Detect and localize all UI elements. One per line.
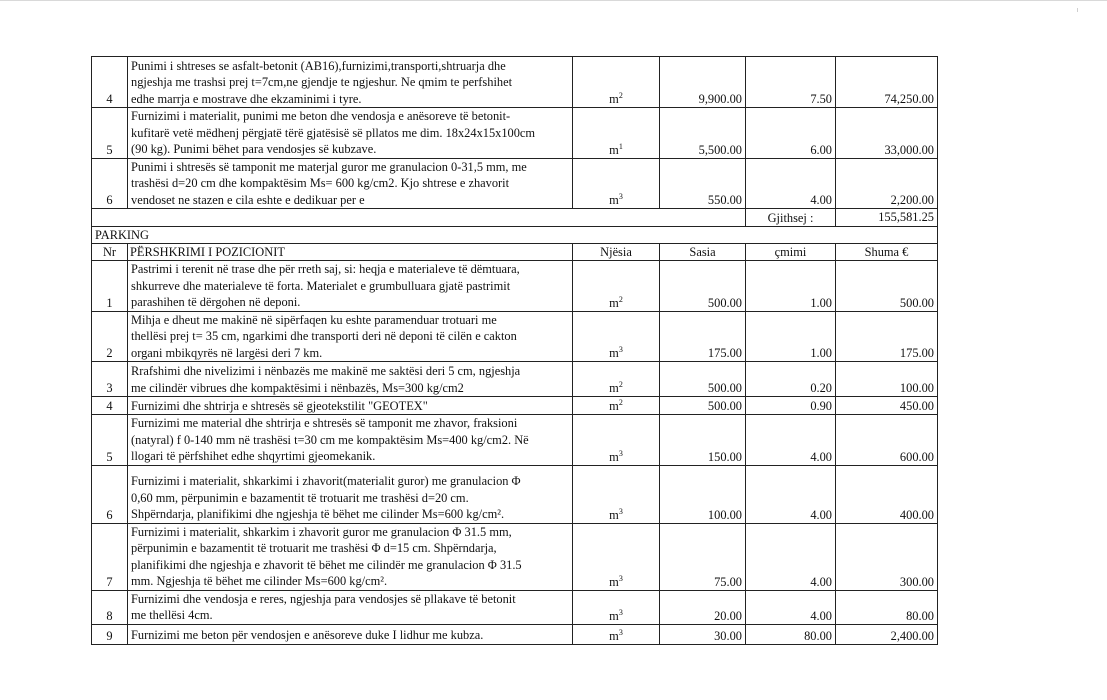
description-line: Rrafshimi dhe nivelizimi i nënbazës me makinë me saktësi deri 5 cm, ngjeshja	[131, 364, 521, 378]
unit-base: m	[609, 381, 619, 395]
item-quantity: 5,500.00	[660, 108, 746, 159]
table-row	[92, 523, 938, 590]
item-unit	[573, 362, 660, 397]
description-line: Punimi i shtreses se asfalt-betonit (AB16),furnizimi,transporti,shtruarja dhe	[131, 58, 506, 73]
unit-base: m	[609, 628, 619, 643]
section-row	[92, 227, 938, 244]
item-total: 100.00	[836, 362, 938, 397]
item-unit	[573, 158, 660, 209]
table-row	[92, 261, 938, 312]
item-quantity: 550.00	[660, 158, 746, 209]
item-description	[128, 624, 573, 644]
table-row	[92, 624, 938, 644]
item-total: 33,000.00	[836, 108, 938, 159]
table-row	[92, 311, 938, 362]
item-quantity: 175.00	[660, 311, 746, 362]
column-header-total: Shuma €	[836, 244, 938, 261]
item-unit-price: 4.00	[746, 590, 836, 624]
description-line: (90 kg). Punimi bëhet para vendosjes së kubzave.	[131, 142, 377, 156]
item-total: 2,200.00	[836, 158, 938, 209]
description-line: me thellësi 4cm.	[131, 608, 213, 622]
unit-exponent: 3	[618, 607, 623, 617]
item-quantity: 500.00	[660, 261, 746, 312]
unit-base: m	[609, 193, 619, 207]
unit-base: m	[609, 92, 619, 106]
unit-exponent: 3	[618, 506, 623, 516]
item-number: 5	[92, 415, 128, 466]
item-number: 5	[92, 108, 128, 159]
unit-base: m	[609, 574, 619, 589]
unit-exponent: 3	[618, 573, 623, 583]
item-unit	[573, 465, 660, 523]
header-row	[92, 244, 938, 261]
column-header-price: çmimi	[746, 244, 836, 261]
description-line: Furnizimi me beton për vendosjen e anësoreve duke I lidhur me kubza.	[131, 628, 484, 642]
item-quantity: 30.00	[660, 624, 746, 644]
description-line: Furnizimi i materialit, shkarkim i zhavorit guror me granulacion Φ 31.5 mm,	[131, 524, 512, 539]
total-value: 155,581.25	[836, 209, 938, 227]
table-row	[92, 415, 938, 466]
item-total: 74,250.00	[836, 57, 938, 108]
unit-base: m	[609, 399, 619, 413]
item-description	[128, 57, 573, 108]
unit-exponent: 1	[618, 141, 623, 151]
item-unit-price: 1.00	[746, 311, 836, 362]
column-header-unit: Njësia	[573, 244, 660, 261]
table-row	[92, 362, 938, 397]
item-total: 600.00	[836, 415, 938, 466]
item-number: 7	[92, 523, 128, 590]
item-unit-price: 4.00	[746, 523, 836, 590]
item-total: 450.00	[836, 397, 938, 415]
unit-base: m	[609, 142, 619, 157]
description-line: vendoset ne stazen e cila eshte e dedikuar per e	[131, 192, 365, 207]
unit-exponent: 2	[618, 294, 623, 304]
description-line: trashësi d=20 cm dhe kompaktësim Ms= 600 kg/cm2. Kjo shtrese e zhavorit	[131, 176, 510, 190]
unit-base: m	[609, 449, 619, 464]
description-line: përpunimin e bazamentit të trotuarit me trashësi Φ d=15 cm. Shpërndarja,	[131, 541, 497, 555]
grand-total-row	[92, 209, 938, 227]
item-number: 6	[92, 465, 128, 523]
item-quantity: 75.00	[660, 523, 746, 590]
unit-exponent: 3	[618, 191, 623, 201]
total-blank	[92, 209, 746, 227]
item-quantity: 500.00	[660, 362, 746, 397]
description-line: edhe marrja e mostrave dhe ekzaminimi i tyre.	[131, 91, 362, 106]
description-line: organi mbikqyrës në largësi deri 7 km.	[131, 345, 323, 360]
item-unit	[573, 261, 660, 312]
item-total: 400.00	[836, 465, 938, 523]
item-quantity: 9,900.00	[660, 57, 746, 108]
item-description	[128, 523, 573, 590]
total-label: Gjithsej :	[746, 209, 836, 227]
item-number: 1	[92, 261, 128, 312]
item-description	[128, 362, 573, 397]
description-line: Furnizimi me material dhe shtrirja e shtresës së tamponit me zhavor, fraksioni	[131, 416, 518, 430]
item-description	[128, 397, 573, 415]
item-unit	[573, 624, 660, 644]
item-unit	[573, 108, 660, 159]
table-row	[92, 590, 938, 624]
unit-exponent: 3	[618, 627, 623, 637]
item-quantity: 20.00	[660, 590, 746, 624]
column-header-nr: Nr	[92, 244, 128, 261]
column-header-qty: Sasia	[660, 244, 746, 261]
description-line: Furnizimi dhe shtrirja e shtresës së gjeotekstilit "GEOTEX"	[131, 398, 428, 413]
description-line: me cilindër vibrues dhe kompaktësimi i nënbazës, Ms=300 kg/cm2	[131, 380, 464, 395]
item-quantity: 100.00	[660, 465, 746, 523]
item-description	[128, 261, 573, 312]
unit-exponent: 2	[618, 90, 623, 100]
table-row	[92, 158, 938, 209]
item-unit-price: 4.00	[746, 465, 836, 523]
page-right-mark	[1077, 8, 1078, 12]
item-unit	[573, 57, 660, 108]
description-line: llogari të përfshihet edhe shqyrtimi gjeomekanik.	[131, 449, 376, 463]
description-line: Furnizimi i materialit, shkarkimi i zhavorit(materialit guror) me granulacion Φ	[131, 474, 521, 488]
unit-base: m	[609, 608, 619, 623]
description-line: Shpërndarja, planifikimi dhe ngjeshja të bëhet me cilinder Ms=600 kg/cm².	[131, 507, 505, 521]
item-unit-price: 6.00	[746, 108, 836, 159]
item-number: 4	[92, 397, 128, 415]
description-line: Mihja e dheut me makinë në sipërfaqen ku eshte paramenduar trotuari me	[131, 312, 497, 327]
table-row	[92, 465, 938, 523]
item-unit	[573, 590, 660, 624]
item-unit	[573, 523, 660, 590]
description-line: (natyral) f 0-140 mm në trashësi t=30 cm me kompaktësim Ms=400 kg/cm2. Në	[131, 432, 529, 447]
description-line: ngjeshja me trashsi prej t=7cm,ne gjendje te ngjeshur. Ne qmim te perfshihet	[131, 75, 513, 89]
item-number: 6	[92, 158, 128, 209]
column-header-desc: PËRSHKRIMI I POZICIONIT	[128, 244, 573, 261]
description-line: Furnizimi i materialit, punimi me beton dhe vendosja e anësoreve të betonit-	[131, 109, 511, 123]
item-description	[128, 158, 573, 209]
item-description	[128, 311, 573, 362]
item-total: 2,400.00	[836, 624, 938, 644]
description-line: Furnizimi dhe vendosja e reres, ngjeshja para vendosjes së pllakave të betonit	[131, 591, 516, 606]
item-quantity: 500.00	[660, 397, 746, 415]
item-total: 500.00	[836, 261, 938, 312]
section-title: PARKING	[92, 227, 938, 244]
description-line: 0,60 mm, përpunimin e bazamentit të trotuarit me trashësi d=20 cm.	[131, 490, 469, 505]
item-total: 175.00	[836, 311, 938, 362]
item-quantity: 150.00	[660, 415, 746, 466]
item-total: 80.00	[836, 590, 938, 624]
item-unit-price: 4.00	[746, 158, 836, 209]
item-description	[128, 108, 573, 159]
unit-base: m	[609, 295, 619, 310]
item-unit-price: 0.90	[746, 397, 836, 415]
description-line: Pastrimi i terenit në trase dhe për rreth saj, si: heqja e materialeve të dëmtuara,	[131, 262, 520, 276]
description-line: shkurreve dhe materialeve të forta. Materialet e grumbulluara gjatë pastrimit	[131, 278, 511, 293]
description-line: kufitarë vetë mëdhenj përgjatë tërë gjatësisë së pllatos me dim. 18x24x15x100cm	[131, 125, 536, 140]
description-line: thellësi prej t= 35 cm, ngarkimi dhe transporti deri në deponi të cilën e cakton	[131, 329, 517, 343]
item-total: 300.00	[836, 523, 938, 590]
item-number: 2	[92, 311, 128, 362]
description-line: mm. Ngjeshja të bëhet me cilinder Ms=600 kg/cm².	[131, 574, 388, 588]
description-line: parashihen të dërgohen në deponi.	[131, 295, 301, 309]
unit-exponent: 2	[618, 379, 623, 389]
unit-exponent: 3	[618, 344, 623, 354]
description-line: planifikimi dhe ngjeshja e zhavorit të bëhet me cilindër me granulacion Φ 31.5	[131, 557, 522, 572]
item-description	[128, 415, 573, 466]
table-body	[92, 57, 938, 645]
item-description	[128, 465, 573, 523]
item-unit	[573, 415, 660, 466]
item-unit-price: 4.00	[746, 415, 836, 466]
item-number: 4	[92, 57, 128, 108]
page-top-edge	[0, 0, 1107, 1]
unit-exponent: 2	[618, 397, 623, 407]
unit-exponent: 3	[618, 448, 623, 458]
item-number: 8	[92, 590, 128, 624]
item-unit	[573, 397, 660, 415]
item-unit-price: 0.20	[746, 362, 836, 397]
item-unit-price: 7.50	[746, 57, 836, 108]
item-unit-price: 80.00	[746, 624, 836, 644]
table-row	[92, 397, 938, 415]
unit-base: m	[609, 346, 619, 360]
bill-of-quantities-table	[91, 56, 938, 645]
table-row	[92, 57, 938, 108]
item-unit	[573, 311, 660, 362]
item-number: 9	[92, 624, 128, 644]
item-description	[128, 590, 573, 624]
item-number: 3	[92, 362, 128, 397]
unit-base: m	[609, 507, 619, 522]
description-line: Punimi i shtresës së tamponit me materjal guror me granulacion 0-31,5 mm, me	[131, 159, 527, 174]
table-row	[92, 108, 938, 159]
item-unit-price: 1.00	[746, 261, 836, 312]
